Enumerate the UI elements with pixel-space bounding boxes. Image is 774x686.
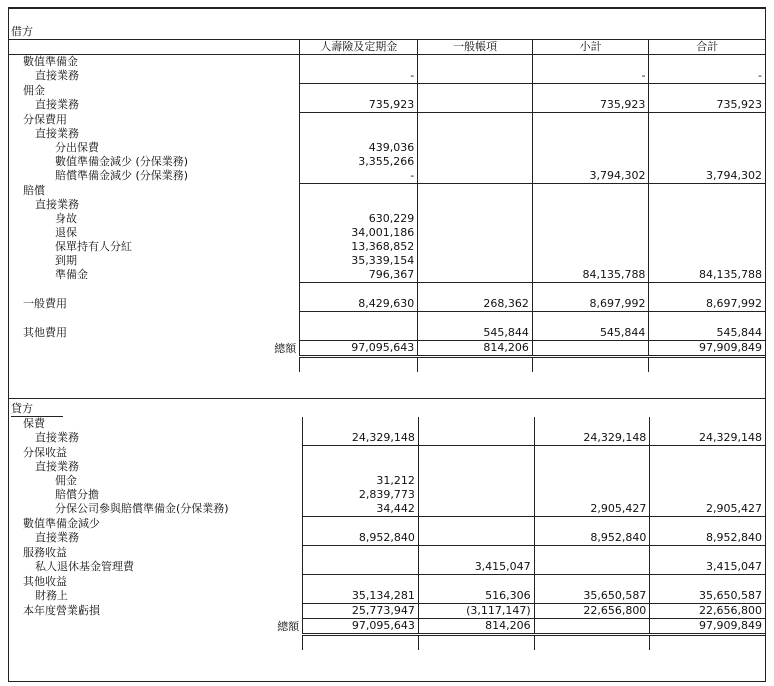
value-general-account bbox=[418, 113, 533, 128]
row-label: 私人退休基金管理費 bbox=[35, 560, 134, 574]
value-total bbox=[650, 417, 765, 431]
value-general-account bbox=[418, 417, 534, 431]
value-total: 97,909,849 bbox=[650, 619, 765, 635]
table-row bbox=[9, 240, 765, 254]
table-row bbox=[9, 312, 765, 327]
row-label: 分保公司參與賠償準備金(分保業務) bbox=[55, 502, 229, 516]
value-general-account bbox=[418, 460, 534, 474]
row-label: 財務上 bbox=[35, 589, 68, 603]
value-total bbox=[649, 184, 765, 199]
value-total bbox=[649, 226, 765, 240]
value-general-account bbox=[418, 98, 533, 113]
value-subtotal bbox=[532, 283, 649, 298]
value-subtotal bbox=[534, 488, 650, 502]
value-general-account bbox=[418, 268, 533, 283]
value-general-account bbox=[418, 283, 533, 298]
table-row bbox=[9, 141, 765, 155]
value-life-insurance: 97,095,643 bbox=[300, 341, 418, 357]
debit-table bbox=[9, 39, 765, 372]
table-row bbox=[9, 98, 765, 113]
row-label: 數值準備金減少 bbox=[23, 516, 100, 530]
value-subtotal bbox=[532, 254, 649, 268]
row-label: 賠償準備金減少 (分保業務) bbox=[55, 169, 189, 183]
value-general-account bbox=[418, 575, 534, 590]
row-label: 直接業務 bbox=[35, 198, 79, 211]
value-total bbox=[649, 283, 765, 298]
value-total: 35,650,587 bbox=[650, 589, 765, 604]
value-total bbox=[649, 155, 765, 169]
value-life-insurance: 735,923 bbox=[300, 98, 418, 113]
value-subtotal bbox=[532, 184, 649, 199]
value-general-account bbox=[418, 517, 534, 532]
table-row bbox=[9, 326, 765, 341]
financial-statement bbox=[8, 7, 766, 682]
value-life-insurance: 8,952,840 bbox=[303, 531, 419, 546]
value-general-account bbox=[418, 431, 534, 446]
value-subtotal bbox=[532, 55, 649, 70]
value-total bbox=[649, 198, 765, 212]
credit-title: 貸方 bbox=[11, 402, 63, 417]
value-subtotal bbox=[532, 141, 649, 155]
value-total: 735,923 bbox=[649, 98, 765, 113]
value-general-account: 814,206 bbox=[418, 619, 534, 635]
value-total: 3,415,047 bbox=[650, 560, 765, 575]
credit-table bbox=[9, 417, 765, 650]
row-label: 直接業務 bbox=[35, 98, 79, 112]
value-total bbox=[650, 474, 765, 488]
row-label: 分出保費 bbox=[55, 141, 99, 154]
table-row bbox=[9, 268, 765, 283]
value-total: 545,844 bbox=[649, 326, 765, 341]
value-total bbox=[650, 635, 765, 651]
value-subtotal: 545,844 bbox=[532, 326, 649, 341]
table-row bbox=[9, 169, 765, 184]
value-subtotal bbox=[532, 198, 649, 212]
value-total: 22,656,800 bbox=[650, 604, 765, 619]
value-subtotal: 22,656,800 bbox=[534, 604, 650, 619]
value-subtotal bbox=[532, 312, 649, 327]
value-general-account bbox=[418, 155, 533, 169]
table-row bbox=[9, 184, 765, 199]
table-row bbox=[9, 84, 765, 99]
value-general-account bbox=[418, 169, 533, 184]
table-row bbox=[9, 474, 765, 488]
value-life-insurance bbox=[300, 357, 418, 373]
section-divider bbox=[9, 398, 765, 399]
row-label: 數值準備金 bbox=[23, 55, 78, 68]
value-subtotal: - bbox=[532, 69, 649, 84]
table-row bbox=[9, 113, 765, 128]
value-general-account bbox=[418, 502, 534, 517]
table-row bbox=[9, 283, 765, 298]
value-subtotal bbox=[534, 619, 650, 635]
value-general-account bbox=[418, 357, 533, 373]
value-life-insurance: 13,368,852 bbox=[300, 240, 418, 254]
table-row bbox=[9, 226, 765, 240]
table-row bbox=[9, 127, 765, 141]
row-label: 分保費用 bbox=[23, 112, 67, 126]
value-life-insurance bbox=[303, 417, 419, 431]
value-total: 3,794,302 bbox=[649, 169, 765, 184]
value-subtotal: 8,952,840 bbox=[534, 531, 650, 546]
value-life-insurance: 34,001,186 bbox=[300, 226, 418, 240]
total-row bbox=[9, 619, 765, 635]
value-total: 8,697,992 bbox=[649, 297, 765, 312]
value-general-account: 545,844 bbox=[418, 326, 533, 341]
value-life-insurance: 97,095,643 bbox=[303, 619, 419, 635]
value-life-insurance bbox=[300, 326, 418, 341]
table-row bbox=[9, 560, 765, 575]
row-label: 佣金 bbox=[55, 474, 77, 487]
value-subtotal bbox=[532, 84, 649, 99]
value-life-insurance: 34,442 bbox=[303, 502, 419, 517]
table-row bbox=[9, 55, 765, 70]
value-total bbox=[649, 357, 765, 373]
value-total: 97,909,849 bbox=[649, 341, 765, 357]
value-subtotal bbox=[532, 341, 649, 357]
value-life-insurance bbox=[300, 127, 418, 141]
row-label: 到期 bbox=[55, 254, 77, 267]
row-label: 直接業務 bbox=[35, 127, 79, 140]
value-life-insurance: 3,355,266 bbox=[300, 155, 418, 169]
table-row bbox=[9, 297, 765, 312]
value-general-account bbox=[418, 254, 533, 268]
value-life-insurance: 8,429,630 bbox=[300, 297, 418, 312]
table-row bbox=[9, 604, 765, 619]
value-subtotal bbox=[534, 460, 650, 474]
value-subtotal: 735,923 bbox=[532, 98, 649, 113]
value-life-insurance bbox=[300, 113, 418, 128]
value-life-insurance bbox=[300, 198, 418, 212]
value-subtotal bbox=[534, 575, 650, 590]
row-label: 直接業務 bbox=[35, 460, 79, 473]
row-label: 身故 bbox=[55, 212, 77, 225]
value-subtotal: 2,905,427 bbox=[534, 502, 650, 517]
table-row bbox=[9, 589, 765, 604]
value-general-account bbox=[418, 69, 533, 84]
value-life-insurance: 25,773,947 bbox=[303, 604, 419, 619]
value-general-account bbox=[418, 546, 534, 561]
row-label: 數值準備金減少 (分保業務) bbox=[55, 155, 189, 168]
value-life-insurance: - bbox=[300, 169, 418, 184]
table-row bbox=[9, 517, 765, 532]
row-label bbox=[9, 283, 300, 298]
value-general-account bbox=[418, 226, 533, 240]
value-general-account: 3,415,047 bbox=[418, 560, 534, 575]
value-general-account bbox=[418, 198, 533, 212]
value-total bbox=[649, 254, 765, 268]
value-general-account bbox=[418, 127, 533, 141]
value-total: 2,905,427 bbox=[650, 502, 765, 517]
value-subtotal: 3,794,302 bbox=[532, 169, 649, 184]
value-subtotal bbox=[534, 474, 650, 488]
value-subtotal: 35,650,587 bbox=[534, 589, 650, 604]
value-general-account bbox=[418, 84, 533, 99]
value-general-account bbox=[418, 488, 534, 502]
value-subtotal bbox=[532, 155, 649, 169]
row-label: 保單持有人分紅 bbox=[55, 240, 132, 253]
value-life-insurance bbox=[300, 84, 418, 99]
row-label: 保費 bbox=[23, 417, 45, 430]
value-life-insurance bbox=[300, 184, 418, 199]
value-general-account: 268,362 bbox=[418, 297, 533, 312]
value-life-insurance bbox=[303, 446, 419, 461]
value-general-account bbox=[418, 212, 533, 226]
row-label: 其他費用 bbox=[23, 326, 67, 340]
row-label: 直接業務 bbox=[35, 69, 79, 83]
table-row bbox=[9, 155, 765, 169]
value-subtotal bbox=[534, 446, 650, 461]
value-life-insurance bbox=[303, 460, 419, 474]
value-subtotal: 84,135,788 bbox=[532, 268, 649, 283]
row-label bbox=[9, 357, 300, 373]
value-total bbox=[649, 240, 765, 254]
table-row bbox=[9, 502, 765, 517]
value-life-insurance bbox=[303, 546, 419, 561]
value-subtotal bbox=[532, 240, 649, 254]
row-label: 一般費用 bbox=[23, 297, 67, 311]
value-general-account bbox=[418, 474, 534, 488]
value-total bbox=[650, 460, 765, 474]
row-label: 直接業務 bbox=[35, 431, 79, 445]
value-total bbox=[650, 575, 765, 590]
value-subtotal bbox=[534, 517, 650, 532]
value-life-insurance bbox=[303, 560, 419, 575]
value-life-insurance: 2,839,773 bbox=[303, 488, 419, 502]
value-total: - bbox=[649, 69, 765, 84]
table-row bbox=[9, 575, 765, 590]
table-row bbox=[9, 460, 765, 474]
value-total bbox=[649, 113, 765, 128]
row-label: 賠償分擔 bbox=[55, 488, 99, 501]
value-subtotal: 8,697,992 bbox=[532, 297, 649, 312]
header-general-account: 一般帳項 bbox=[418, 40, 533, 55]
total-row bbox=[9, 341, 765, 357]
value-subtotal bbox=[532, 212, 649, 226]
value-general-account bbox=[418, 312, 533, 327]
value-life-insurance: 35,134,281 bbox=[303, 589, 419, 604]
row-label: 分保收益 bbox=[23, 445, 67, 459]
value-subtotal bbox=[534, 546, 650, 561]
value-general-account: 814,206 bbox=[418, 341, 533, 357]
row-label: 直接業務 bbox=[35, 531, 79, 545]
header-life-insurance: 人壽險及定期金 bbox=[300, 40, 418, 55]
value-subtotal bbox=[534, 560, 650, 575]
row-label: 佣金 bbox=[23, 83, 45, 97]
value-subtotal bbox=[532, 113, 649, 128]
row-label: 總額 bbox=[277, 619, 300, 633]
value-life-insurance: 31,212 bbox=[303, 474, 419, 488]
value-subtotal: 24,329,148 bbox=[534, 431, 650, 446]
table-row bbox=[9, 212, 765, 226]
value-subtotal bbox=[532, 127, 649, 141]
header-label bbox=[9, 40, 300, 55]
value-total bbox=[649, 141, 765, 155]
value-life-insurance: 24,329,148 bbox=[303, 431, 419, 446]
header-row bbox=[9, 40, 765, 55]
debit-title: 借方 bbox=[11, 25, 63, 40]
value-total: 8,952,840 bbox=[650, 531, 765, 546]
value-general-account bbox=[418, 531, 534, 546]
table-row bbox=[9, 531, 765, 546]
value-general-account bbox=[418, 184, 533, 199]
value-total: 84,135,788 bbox=[649, 268, 765, 283]
value-general-account bbox=[418, 635, 534, 651]
row-label bbox=[9, 635, 303, 651]
value-life-insurance bbox=[303, 517, 419, 532]
row-label: 本年度營業虧損 bbox=[23, 604, 100, 617]
value-subtotal bbox=[532, 226, 649, 240]
value-total bbox=[650, 517, 765, 532]
value-total bbox=[650, 546, 765, 561]
row-label: 總額 bbox=[274, 341, 297, 355]
value-total bbox=[649, 127, 765, 141]
table-row bbox=[9, 198, 765, 212]
table-row bbox=[9, 357, 765, 373]
header-subtotal: 小計 bbox=[532, 40, 649, 55]
value-total bbox=[649, 312, 765, 327]
value-life-insurance: 630,229 bbox=[300, 212, 418, 226]
value-general-account bbox=[418, 141, 533, 155]
row-label: 退保 bbox=[55, 226, 77, 239]
value-total bbox=[649, 84, 765, 99]
table-row bbox=[9, 254, 765, 268]
value-subtotal bbox=[534, 635, 650, 651]
value-life-insurance bbox=[300, 312, 418, 327]
value-subtotal bbox=[534, 417, 650, 431]
value-total bbox=[650, 488, 765, 502]
value-total bbox=[650, 446, 765, 461]
row-label: 賠償 bbox=[23, 183, 45, 197]
value-life-insurance: 439,036 bbox=[300, 141, 418, 155]
value-total bbox=[649, 212, 765, 226]
row-label: 服務收益 bbox=[23, 545, 67, 559]
value-subtotal bbox=[532, 357, 649, 373]
value-life-insurance: - bbox=[300, 69, 418, 84]
value-general-account: 516,306 bbox=[418, 589, 534, 604]
row-label bbox=[9, 312, 300, 327]
value-general-account: (3,117,147) bbox=[418, 604, 534, 619]
table-row bbox=[9, 446, 765, 461]
header-total: 合計 bbox=[649, 40, 765, 55]
value-life-insurance: 796,367 bbox=[300, 268, 418, 283]
value-general-account bbox=[418, 55, 533, 70]
table-row bbox=[9, 69, 765, 84]
value-general-account bbox=[418, 446, 534, 461]
value-life-insurance bbox=[303, 635, 419, 651]
row-label: 準備金 bbox=[55, 268, 88, 282]
table-row bbox=[9, 431, 765, 446]
value-life-insurance: 35,339,154 bbox=[300, 254, 418, 268]
value-life-insurance bbox=[300, 55, 418, 70]
table-row bbox=[9, 546, 765, 561]
value-life-insurance bbox=[303, 575, 419, 590]
row-label: 其他收益 bbox=[23, 574, 67, 588]
value-life-insurance bbox=[300, 283, 418, 298]
table-row bbox=[9, 417, 765, 431]
table-row bbox=[9, 635, 765, 651]
value-total bbox=[649, 55, 765, 70]
table-row bbox=[9, 488, 765, 502]
value-general-account bbox=[418, 240, 533, 254]
value-total: 24,329,148 bbox=[650, 431, 765, 446]
